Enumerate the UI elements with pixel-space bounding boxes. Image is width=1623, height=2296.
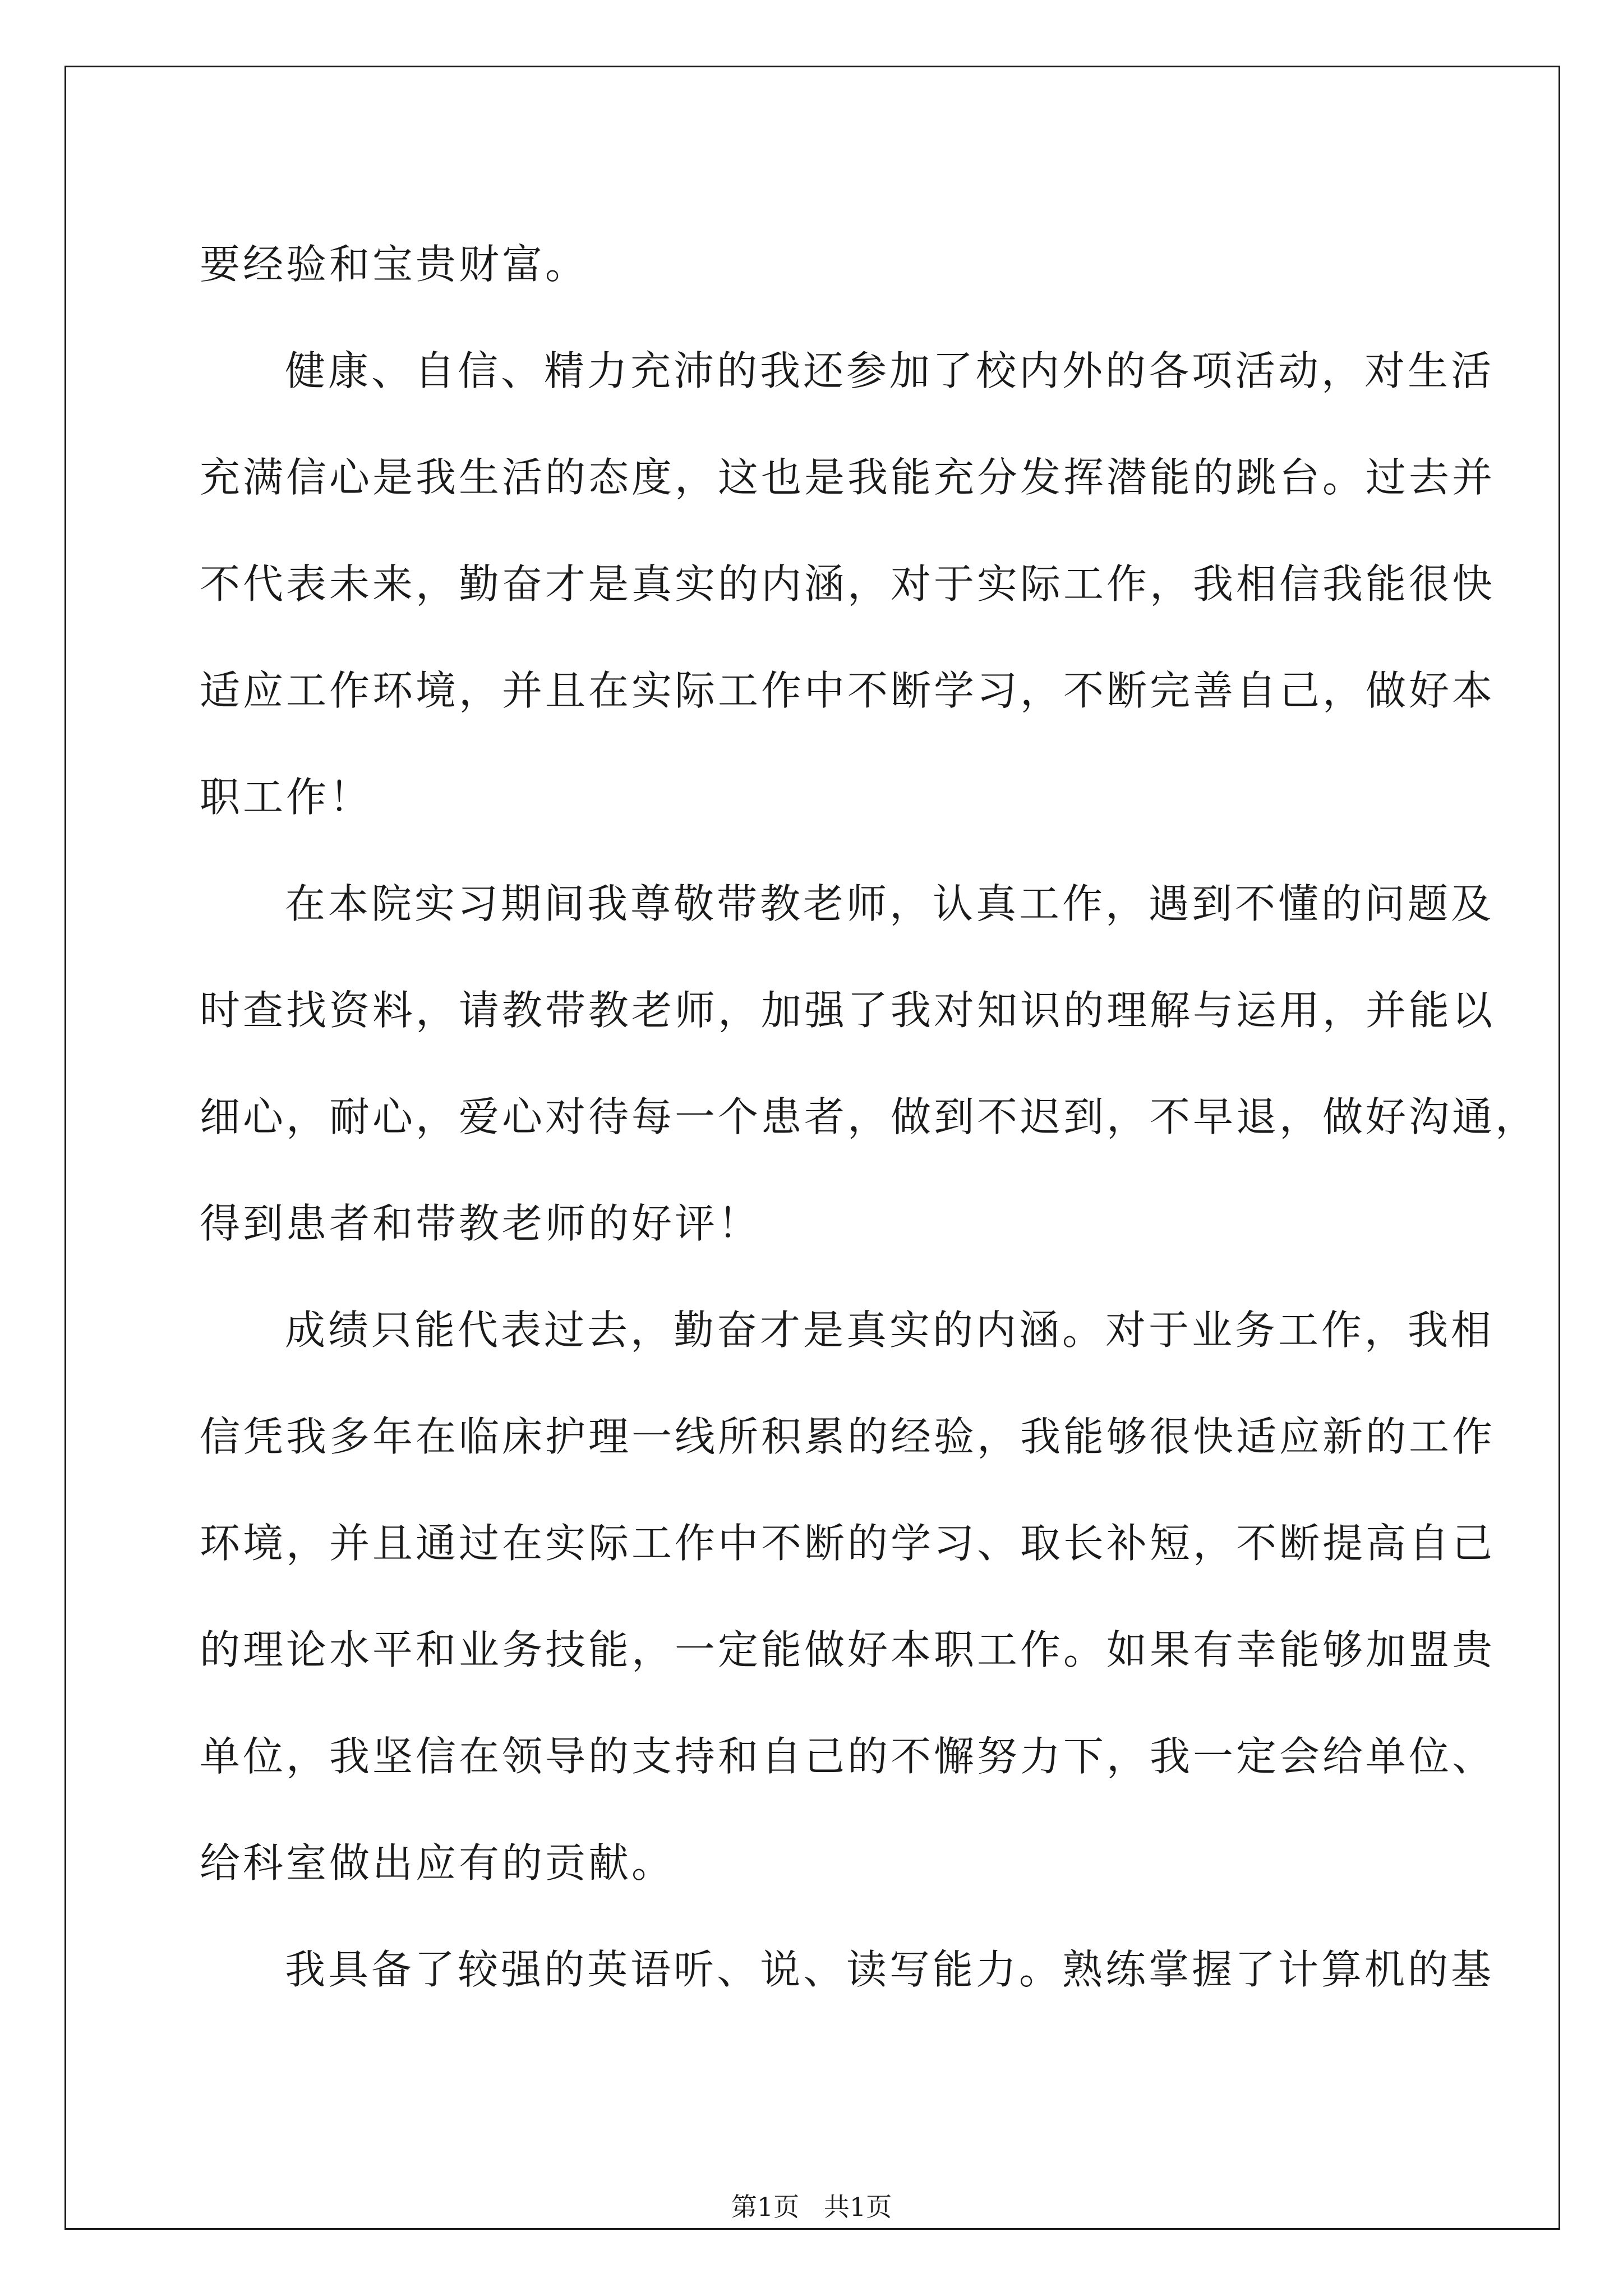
text-line: 适应工作环境，并且在实际工作中不断学习，不断完善自己，做好本 — [200, 667, 1496, 714]
text-line: 给科室做出应有的贡献。 — [200, 1839, 675, 1887]
text-line: 时查找资料，请教带教老师，加强了我对知识的理解与运用，并能以 — [200, 987, 1496, 1034]
text-line: 信凭我多年在临床护理一线所积累的经验，我能够很快适应新的工作 — [200, 1413, 1496, 1460]
text-line: 的理论水平和业务技能，一定能做好本职工作。如果有幸能够加盟贵 — [200, 1626, 1496, 1673]
text-line: 环境，并且通过在实际工作中不断的学习、取长补短，不断提高自己 — [200, 1520, 1496, 1567]
text-line: 在本院实习期间我尊敬带教老师，认真工作，遇到不懂的问题及 — [285, 880, 1495, 927]
text-line: 单位，我坚信在领导的支持和自己的不懈努力下，我一定会给单位、 — [200, 1733, 1496, 1780]
text-line: 职工作！ — [200, 774, 373, 821]
text-line: 得到患者和带教老师的好评！ — [200, 1200, 762, 1247]
text-line: 细心，耐心，爱心对待每一个患者，做到不迟到，不早退，做好沟通， — [200, 1093, 1539, 1140]
document-body — [200, 195, 1539, 2007]
text-line: 我具备了较强的英语听、说、读写能力。熟练掌握了计算机的基 — [285, 1946, 1495, 1993]
text-line: 健康、自信、精力充沛的我还参加了校内外的各项活动，对生活 — [285, 347, 1495, 394]
text-line: 充满信心是我生活的态度，这也是我能充分发挥潜能的跳台。过去并 — [200, 454, 1496, 501]
text-line: 不代表未来，勤奋才是真实的内涵，对于实际工作，我相信我能很快 — [200, 560, 1496, 608]
page-number-footer: 第1页 共1页 — [731, 2192, 892, 2222]
text-line: 要经验和宝贵财富。 — [200, 241, 589, 288]
text-line: 成绩只能代表过去，勤奋才是真实的内涵。对于业务工作，我相 — [285, 1306, 1495, 1354]
